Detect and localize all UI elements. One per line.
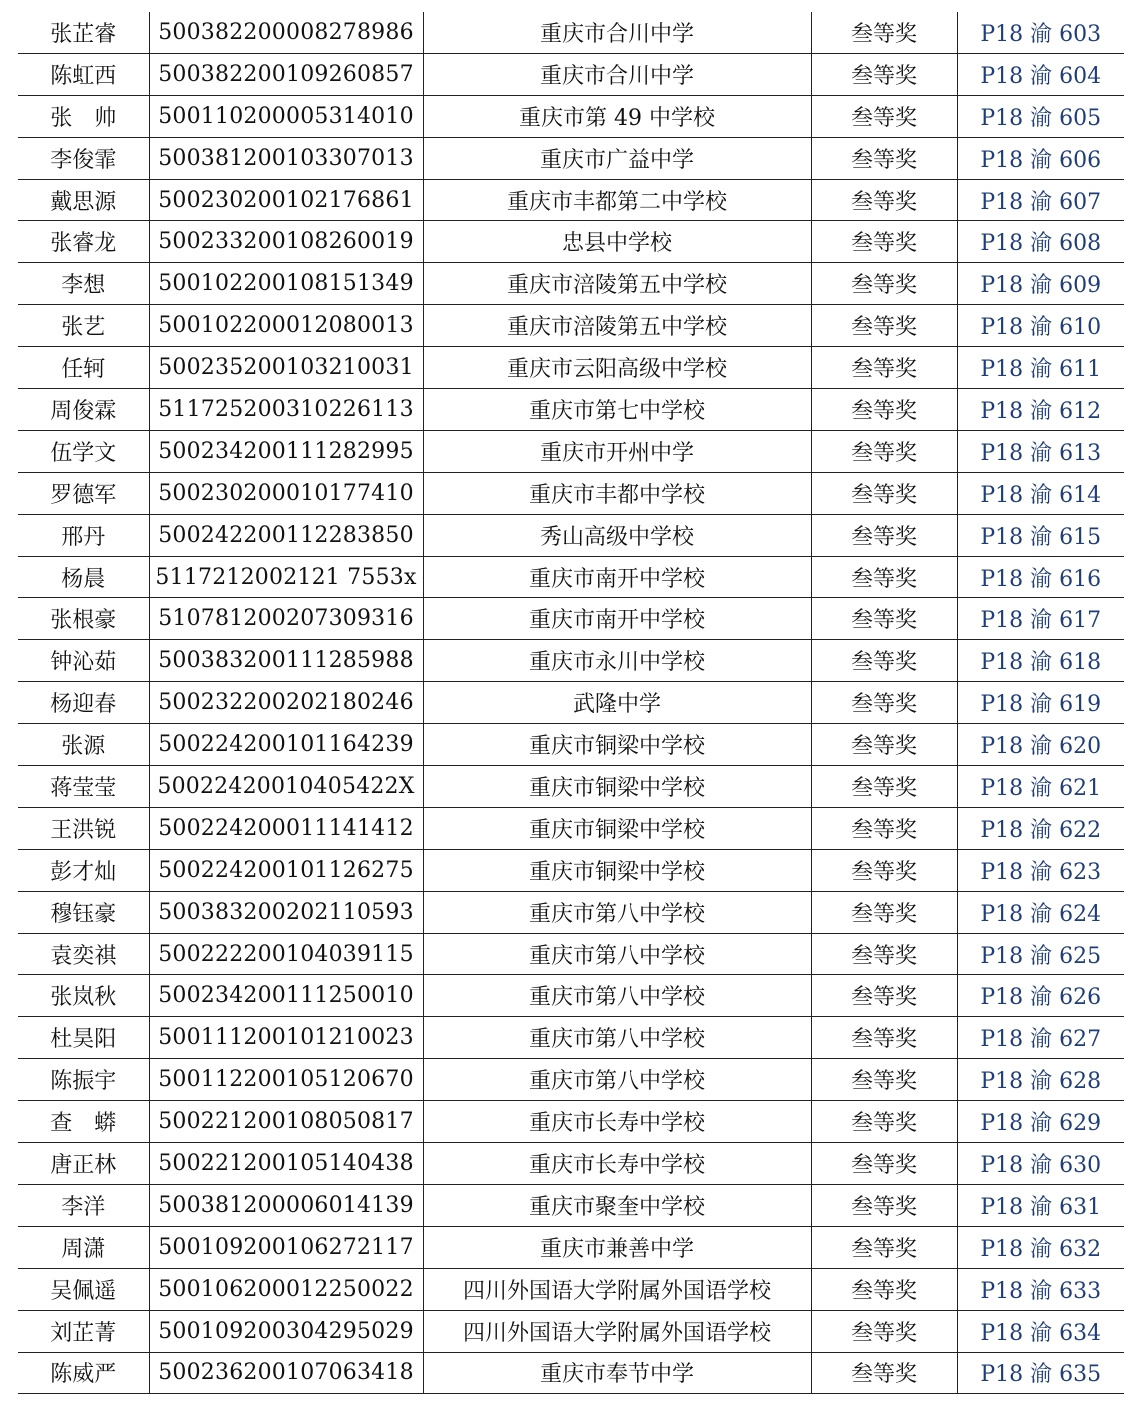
id-number: 500242200112283850	[149, 514, 423, 556]
certificate-number: P18 渝 607	[957, 179, 1124, 221]
school-name: 重庆市南开中学校	[423, 556, 811, 598]
award-level: 叁等奖	[811, 1143, 957, 1185]
award-level: 叁等奖	[811, 12, 957, 53]
award-level: 叁等奖	[811, 766, 957, 808]
id-number: 511725200310226113	[149, 389, 423, 431]
student-name: 陈振宇	[18, 1059, 149, 1101]
table-row	[18, 137, 1124, 179]
id-number: 500234200111250010	[149, 975, 423, 1017]
table-row	[18, 849, 1124, 891]
certificate-number: P18 渝 619	[957, 682, 1124, 724]
table-row	[18, 640, 1124, 682]
school-name: 重庆市长寿中学校	[423, 1101, 811, 1143]
student-name: 张艺	[18, 305, 149, 347]
student-name: 邢丹	[18, 514, 149, 556]
student-name: 张岚秋	[18, 975, 149, 1017]
id-number: 500221200108050817	[149, 1101, 423, 1143]
student-name: 任轲	[18, 347, 149, 389]
student-name: 张源	[18, 724, 149, 766]
certificate-number: P18 渝 616	[957, 556, 1124, 598]
table-row	[18, 12, 1124, 53]
award-level: 叁等奖	[811, 53, 957, 95]
table-row	[18, 1226, 1124, 1268]
student-name: 袁奕祺	[18, 933, 149, 975]
student-name: 张 帅	[18, 95, 149, 137]
school-name: 重庆市合川中学	[423, 12, 811, 53]
certificate-number: P18 渝 604	[957, 53, 1124, 95]
certificate-number: P18 渝 621	[957, 766, 1124, 808]
award-level: 叁等奖	[811, 1310, 957, 1352]
award-level: 叁等奖	[811, 849, 957, 891]
table-row	[18, 598, 1124, 640]
student-name: 周潇	[18, 1226, 149, 1268]
certificate-number: P18 渝 630	[957, 1143, 1124, 1185]
school-name: 四川外国语大学附属外国语学校	[423, 1310, 811, 1352]
student-name: 杜昊阳	[18, 1017, 149, 1059]
id-number: 500382200008278986	[149, 12, 423, 53]
award-level: 叁等奖	[811, 347, 957, 389]
school-name: 重庆市永川中学校	[423, 640, 811, 682]
school-name: 重庆市长寿中学校	[423, 1143, 811, 1185]
student-name: 钟沁茹	[18, 640, 149, 682]
certificate-number: P18 渝 610	[957, 305, 1124, 347]
award-level: 叁等奖	[811, 472, 957, 514]
school-name: 重庆市铜梁中学校	[423, 724, 811, 766]
student-name: 吴佩遥	[18, 1268, 149, 1310]
award-level: 叁等奖	[811, 724, 957, 766]
table-row	[18, 682, 1124, 724]
student-name: 戴思源	[18, 179, 149, 221]
table-row	[18, 221, 1124, 263]
certificate-number: P18 渝 622	[957, 807, 1124, 849]
school-name: 重庆市丰都第二中学校	[423, 179, 811, 221]
award-level: 叁等奖	[811, 1352, 957, 1394]
school-name: 重庆市第八中学校	[423, 1017, 811, 1059]
school-name: 忠县中学校	[423, 221, 811, 263]
certificate-number: P18 渝 628	[957, 1059, 1124, 1101]
award-level: 叁等奖	[811, 640, 957, 682]
id-number: 500381200006014139	[149, 1184, 423, 1226]
award-level: 叁等奖	[811, 1017, 957, 1059]
school-name: 重庆市云阳高级中学校	[423, 347, 811, 389]
table-row	[18, 1310, 1124, 1352]
id-number: 500233200108260019	[149, 221, 423, 263]
student-name: 李想	[18, 263, 149, 305]
school-name: 重庆市铜梁中学校	[423, 766, 811, 808]
id-number: 500222200104039115	[149, 933, 423, 975]
certificate-number: P18 渝 608	[957, 221, 1124, 263]
table-row	[18, 430, 1124, 472]
school-name: 重庆市南开中学校	[423, 598, 811, 640]
id-number: 500234200111282995	[149, 430, 423, 472]
award-level: 叁等奖	[811, 891, 957, 933]
student-name: 张芷睿	[18, 12, 149, 53]
id-number: 500112200105120670	[149, 1059, 423, 1101]
school-name: 重庆市第八中学校	[423, 933, 811, 975]
table-row	[18, 1143, 1124, 1185]
school-name: 重庆市第 49 中学校	[423, 95, 811, 137]
table-row	[18, 1184, 1124, 1226]
student-name: 蒋莹莹	[18, 766, 149, 808]
id-number: 500110200005314010	[149, 95, 423, 137]
award-level: 叁等奖	[811, 305, 957, 347]
id-number: 500102200108151349	[149, 263, 423, 305]
certificate-number: P18 渝 624	[957, 891, 1124, 933]
award-level: 叁等奖	[811, 95, 957, 137]
certificate-number: P18 渝 626	[957, 975, 1124, 1017]
certificate-number: P18 渝 611	[957, 347, 1124, 389]
award-level: 叁等奖	[811, 1059, 957, 1101]
award-table-body	[18, 12, 1124, 1394]
id-number: 500382200109260857	[149, 53, 423, 95]
award-level: 叁等奖	[811, 179, 957, 221]
table-row	[18, 389, 1124, 431]
certificate-number: P18 渝 634	[957, 1310, 1124, 1352]
student-name: 李俊霏	[18, 137, 149, 179]
table-row	[18, 1101, 1124, 1143]
school-name: 重庆市兼善中学	[423, 1226, 811, 1268]
certificate-number: P18 渝 635	[957, 1352, 1124, 1394]
certificate-number: P18 渝 613	[957, 430, 1124, 472]
id-number: 500109200106272117	[149, 1226, 423, 1268]
table-row	[18, 766, 1124, 808]
award-level: 叁等奖	[811, 975, 957, 1017]
id-number: 500111200101210023	[149, 1017, 423, 1059]
certificate-number: P18 渝 629	[957, 1101, 1124, 1143]
student-name: 查 蟒	[18, 1101, 149, 1143]
award-level: 叁等奖	[811, 933, 957, 975]
certificate-number: P18 渝 623	[957, 849, 1124, 891]
school-name: 重庆市广益中学	[423, 137, 811, 179]
certificate-number: P18 渝 618	[957, 640, 1124, 682]
student-name: 张睿龙	[18, 221, 149, 263]
table-row	[18, 933, 1124, 975]
school-name: 武隆中学	[423, 682, 811, 724]
award-level: 叁等奖	[811, 1184, 957, 1226]
award-level: 叁等奖	[811, 514, 957, 556]
table-row	[18, 724, 1124, 766]
student-name: 唐正林	[18, 1143, 149, 1185]
student-name: 彭才灿	[18, 849, 149, 891]
id-number: 500106200012250022	[149, 1268, 423, 1310]
certificate-number: P18 渝 632	[957, 1226, 1124, 1268]
student-name: 刘芷菁	[18, 1310, 149, 1352]
certificate-number: P18 渝 603	[957, 12, 1124, 53]
school-name: 重庆市涪陵第五中学校	[423, 263, 811, 305]
table-row	[18, 556, 1124, 598]
table-row	[18, 347, 1124, 389]
award-level: 叁等奖	[811, 598, 957, 640]
table-row	[18, 305, 1124, 347]
table-row	[18, 1352, 1124, 1394]
id-number: 500232200202180246	[149, 682, 423, 724]
award-level: 叁等奖	[811, 1101, 957, 1143]
id-number: 500383200202110593	[149, 891, 423, 933]
certificate-number: P18 渝 612	[957, 389, 1124, 431]
id-number: 500102200012080013	[149, 305, 423, 347]
award-level: 叁等奖	[811, 556, 957, 598]
school-name: 重庆市丰都中学校	[423, 472, 811, 514]
id-number: 500230200010177410	[149, 472, 423, 514]
award-level: 叁等奖	[811, 807, 957, 849]
id-number: 500235200103210031	[149, 347, 423, 389]
student-name: 杨迎春	[18, 682, 149, 724]
student-name: 王洪锐	[18, 807, 149, 849]
certificate-number: P18 渝 609	[957, 263, 1124, 305]
school-name: 重庆市第八中学校	[423, 975, 811, 1017]
school-name: 重庆市聚奎中学校	[423, 1184, 811, 1226]
student-name: 杨晨	[18, 556, 149, 598]
id-number: 510781200207309316	[149, 598, 423, 640]
certificate-number: P18 渝 606	[957, 137, 1124, 179]
table-row	[18, 263, 1124, 305]
award-table	[18, 12, 1124, 1394]
award-level: 叁等奖	[811, 1268, 957, 1310]
award-level: 叁等奖	[811, 221, 957, 263]
certificate-number: P18 渝 605	[957, 95, 1124, 137]
table-row	[18, 53, 1124, 95]
student-name: 伍学文	[18, 430, 149, 472]
table-row	[18, 1017, 1124, 1059]
student-name: 陈威严	[18, 1352, 149, 1394]
school-name: 重庆市奉节中学	[423, 1352, 811, 1394]
id-number: 500236200107063418	[149, 1352, 423, 1394]
table-row	[18, 807, 1124, 849]
id-number: 500221200105140438	[149, 1143, 423, 1185]
id-number: 50022420010405422X	[149, 766, 423, 808]
school-name: 四川外国语大学附属外国语学校	[423, 1268, 811, 1310]
school-name: 重庆市铜梁中学校	[423, 849, 811, 891]
table-row	[18, 95, 1124, 137]
certificate-number: P18 渝 625	[957, 933, 1124, 975]
award-level: 叁等奖	[811, 430, 957, 472]
table-row	[18, 1059, 1124, 1101]
id-number: 500224200101126275	[149, 849, 423, 891]
certificate-number: P18 渝 620	[957, 724, 1124, 766]
id-number: 500224200011141412	[149, 807, 423, 849]
student-name: 穆钰豪	[18, 891, 149, 933]
certificate-number: P18 渝 615	[957, 514, 1124, 556]
table-row	[18, 514, 1124, 556]
table-row	[18, 975, 1124, 1017]
table-row	[18, 1268, 1124, 1310]
award-level: 叁等奖	[811, 389, 957, 431]
school-name: 重庆市铜梁中学校	[423, 807, 811, 849]
award-level: 叁等奖	[811, 263, 957, 305]
school-name: 秀山高级中学校	[423, 514, 811, 556]
school-name: 重庆市开州中学	[423, 430, 811, 472]
certificate-number: P18 渝 631	[957, 1184, 1124, 1226]
student-name: 周俊霖	[18, 389, 149, 431]
certificate-number: P18 渝 633	[957, 1268, 1124, 1310]
id-number: 500383200111285988	[149, 640, 423, 682]
id-number: 500381200103307013	[149, 137, 423, 179]
id-number: 5117212002121 7553x	[149, 556, 423, 598]
award-level: 叁等奖	[811, 1226, 957, 1268]
student-name: 陈虹西	[18, 53, 149, 95]
table-row	[18, 179, 1124, 221]
student-name: 李洋	[18, 1184, 149, 1226]
award-level: 叁等奖	[811, 682, 957, 724]
school-name: 重庆市合川中学	[423, 53, 811, 95]
table-row	[18, 472, 1124, 514]
school-name: 重庆市第七中学校	[423, 389, 811, 431]
school-name: 重庆市涪陵第五中学校	[423, 305, 811, 347]
certificate-number: P18 渝 627	[957, 1017, 1124, 1059]
award-level: 叁等奖	[811, 137, 957, 179]
id-number: 500230200102176861	[149, 179, 423, 221]
certificate-number: P18 渝 617	[957, 598, 1124, 640]
student-name: 张根豪	[18, 598, 149, 640]
id-number: 500109200304295029	[149, 1310, 423, 1352]
school-name: 重庆市第八中学校	[423, 1059, 811, 1101]
school-name: 重庆市第八中学校	[423, 891, 811, 933]
id-number: 500224200101164239	[149, 724, 423, 766]
table-row	[18, 891, 1124, 933]
certificate-number: P18 渝 614	[957, 472, 1124, 514]
student-name: 罗德军	[18, 472, 149, 514]
